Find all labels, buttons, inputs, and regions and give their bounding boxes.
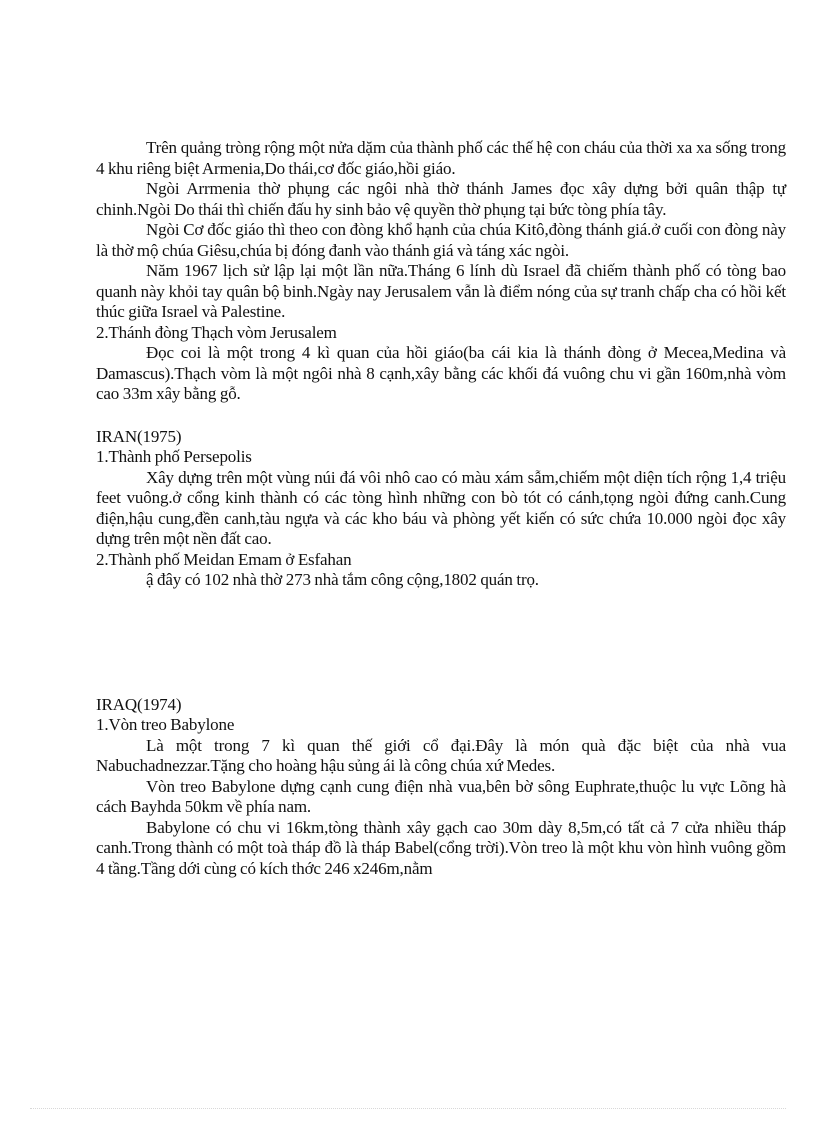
subheading-dome-of-the-rock: 2.Thánh đòng Thạch vòm Jerusalem xyxy=(96,322,337,342)
paragraph-christian: Ngòi Cơ đốc giáo thì theo con đòng khổ hạnh của chúa Kitô,đòng thánh giá.ở cuối con đòng này là thờ mộ chúa Giêsu,chúa bị đóng đanh vào thánh giá và táng xác ngòi. xyxy=(96,220,786,260)
paragraph-1967: Năm 1967 lịch sử lập lại một lần nữa.Tháng 6 lính dù Israel đã chiếm thành phố có tòng bao quanh này khỏi tay quân bộ binh.Ngày nay Jerusalem vẫn là điểm nóng của sự tranh chấp cha có hồi kết thúc giữa Israel và Palestine. xyxy=(96,261,786,321)
heading-iraq: IRAQ(1974) xyxy=(96,694,182,714)
subheading-meidan-emam: 2.Thành phố Meidan Emam ở Esfahan xyxy=(96,549,352,569)
paragraph-dome-of-the-rock: Đọc coi là một trong 4 kì quan của hồi giáo(ba cái kia là thánh đòng ở Mecea,Medina và Damascus).Thạch vòm là một ngôi nhà 8 cạnh,xây bằng các khối đá vuông chu vi gần 160m,nhà vòm cao 33m xây bằng gỗ. xyxy=(96,343,786,403)
paragraph-persepolis: Xây dựng trên một vùng núi đá vôi nhô cao có màu xám sẫm,chiếm một diện tích rộng 1,4 triệu feet vuông.ở cổng kinh thành có các tòng hình những con bò tót có cánh,tọng ngòi đứng canh.Cung điện,hậu cung,đền canh,tàu ngựa và các kho báu và phòng yết kiến có sức chứa 10.000 ngòi đọc xây dựng trên một nền đất cao. xyxy=(96,467,786,548)
paragraph-jerusalem-quarters: Trên quảng tròng rộng một nửa dặm của thành phố các thế hệ con cháu của thời xa xa sống trong 4 khu riêng biệt Armenia,Do thái,cơ đốc giáo,hồi giáo. xyxy=(96,138,786,178)
paragraph-gardens-location: Vòn treo Babylone dựng cạnh cung điện nhà vua,bên bờ sông Euphrate,thuộc lu vực Lõng hà cách Bayhda 50km về phía nam. xyxy=(96,776,786,816)
subheading-hanging-gardens: 1.Vòn treo Babylone xyxy=(96,715,235,734)
paragraph-armenian-jewish: Ngòi Arrmenia thờ phụng các ngôi nhà thờ thánh James đọc xây dựng bởi quân thập tự chinh.Ngòi Do thái thì chiến đấu hy sinh bảo vệ quyền thờ phụng tại bức tòng phía tây. xyxy=(96,179,786,219)
document-body xyxy=(96,138,786,879)
paragraph-wonder-of-world: Là một trong 7 kì quan thế giới cổ đại.Đây là món quà đặc biệt của nhà vua Nabuchadnezzar.Tặng cho hoàng hậu sủng ái là công chúa xứ Medes. xyxy=(96,735,786,775)
heading-iran: IRAN(1975) xyxy=(96,426,182,446)
paragraph-babylone-walls: Babylone có chu vi 16km,tòng thành xây gạch cao 30m dày 8,5m,có tất cả 7 cửa nhiều tháp canh.Trong thành có một toà tháp đồ là tháp Babel(cổng trời).Vòn treo là một khu vòn hình vuông gồm 4 tầng.Tầng dới cùng có kích thớc 246 x246m,nằm xyxy=(96,817,786,878)
subheading-persepolis: 1.Thành phố Persepolis xyxy=(96,447,252,466)
spacer xyxy=(96,591,786,695)
paragraph-meidan-emam: ậ đây có 102 nhà thờ 273 nhà tắm công cộng,1802 quán trọ. xyxy=(146,570,539,589)
spacer xyxy=(96,405,786,427)
page-bottom-rule xyxy=(30,1108,786,1109)
